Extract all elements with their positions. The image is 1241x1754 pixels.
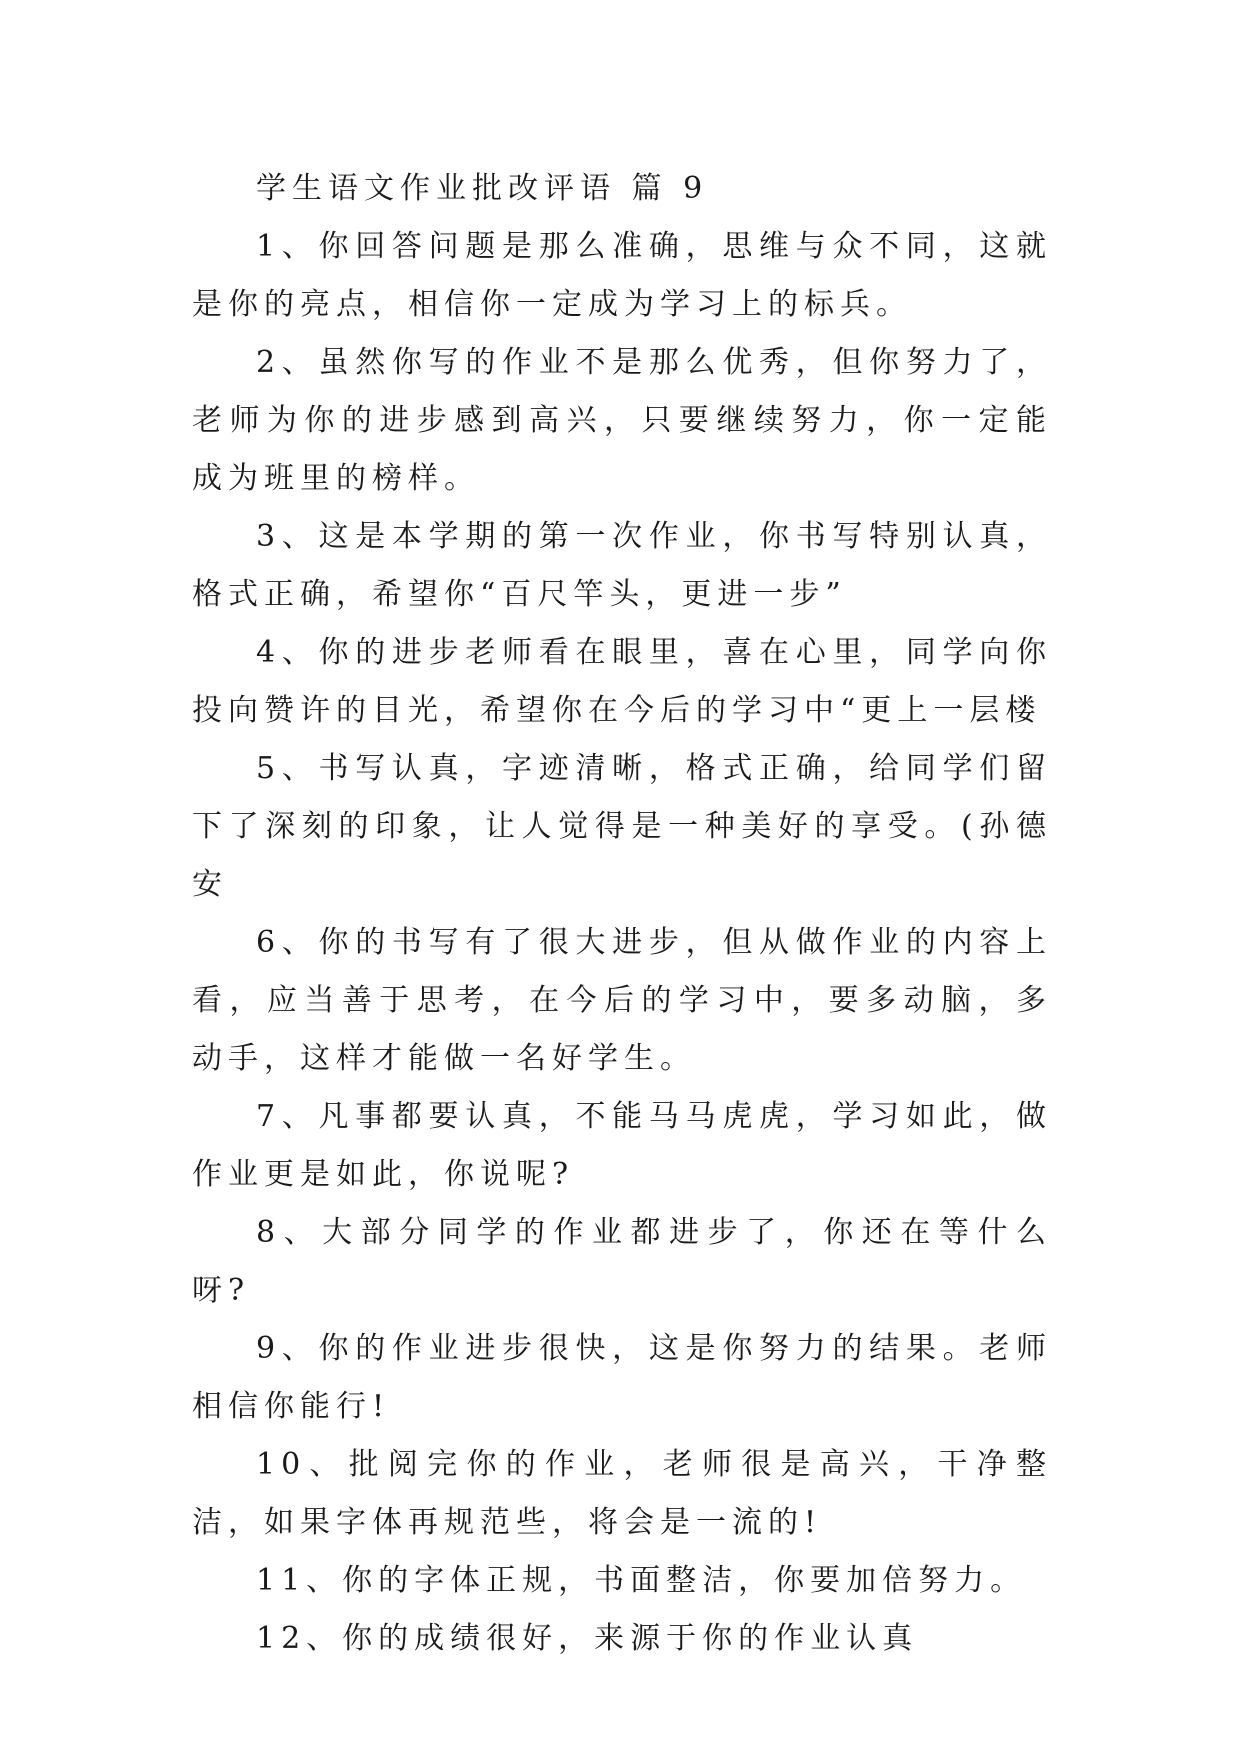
- paragraph-11: 11、你的字体正规，书面整洁，你要加倍努力。: [256, 1563, 1027, 1598]
- paragraph-2: 2、虽然你写的作业不是那么优秀，但你努力了，老师为你的进步感到高兴，只要继续努力，你一定能成为班里的榜样。: [192, 345, 1052, 496]
- document-body: [192, 160, 1052, 1668]
- paragraph-4: 4、你的进步老师看在眼里，喜在心里，同学向你投向赞许的目光，希望你在今后的学习中“更上一层楼: [192, 635, 1052, 728]
- paragraph-6: 6、你的书写有了很大进步，但从做作业的内容上看，应当善于思考，在今后的学习中，要多动脑，多动手，这样才能做一名好学生。: [192, 925, 1052, 1076]
- paragraph-5: 5、书写认真，字迹清晰，格式正确，给同学们留下了深刻的印象，让人觉得是一种美好的享受。(孙德安: [192, 751, 1052, 902]
- paragraph-3: 3、这是本学期的第一次作业，你书写特别认真，格式正确，希望你“百尺竿头，更进一步”: [192, 519, 1052, 612]
- paragraph-1: 1、你回答问题是那么准确，思维与众不同，这就是你的亮点，相信你一定成为学习上的标兵。: [192, 229, 1052, 322]
- paragraph-8: 8、大部分同学的作业都进步了，你还在等什么呀?: [192, 1215, 1052, 1308]
- paragraph-9: 9、你的作业进步很快，这是你努力的结果。老师相信你能行!: [192, 1331, 1052, 1424]
- paragraph-10: 10、批阅完你的作业，老师很是高兴，干净整洁，如果字体再规范些，将会是一流的!: [192, 1447, 1052, 1540]
- paragraph-7: 7、凡事都要认真，不能马马虎虎，学习如此，做作业更是如此，你说呢?: [192, 1099, 1052, 1192]
- document-title: 学生语文作业批改评语 篇 9: [256, 171, 709, 206]
- paragraph-12: 12、你的成绩很好，来源于你的作业认真: [256, 1621, 919, 1656]
